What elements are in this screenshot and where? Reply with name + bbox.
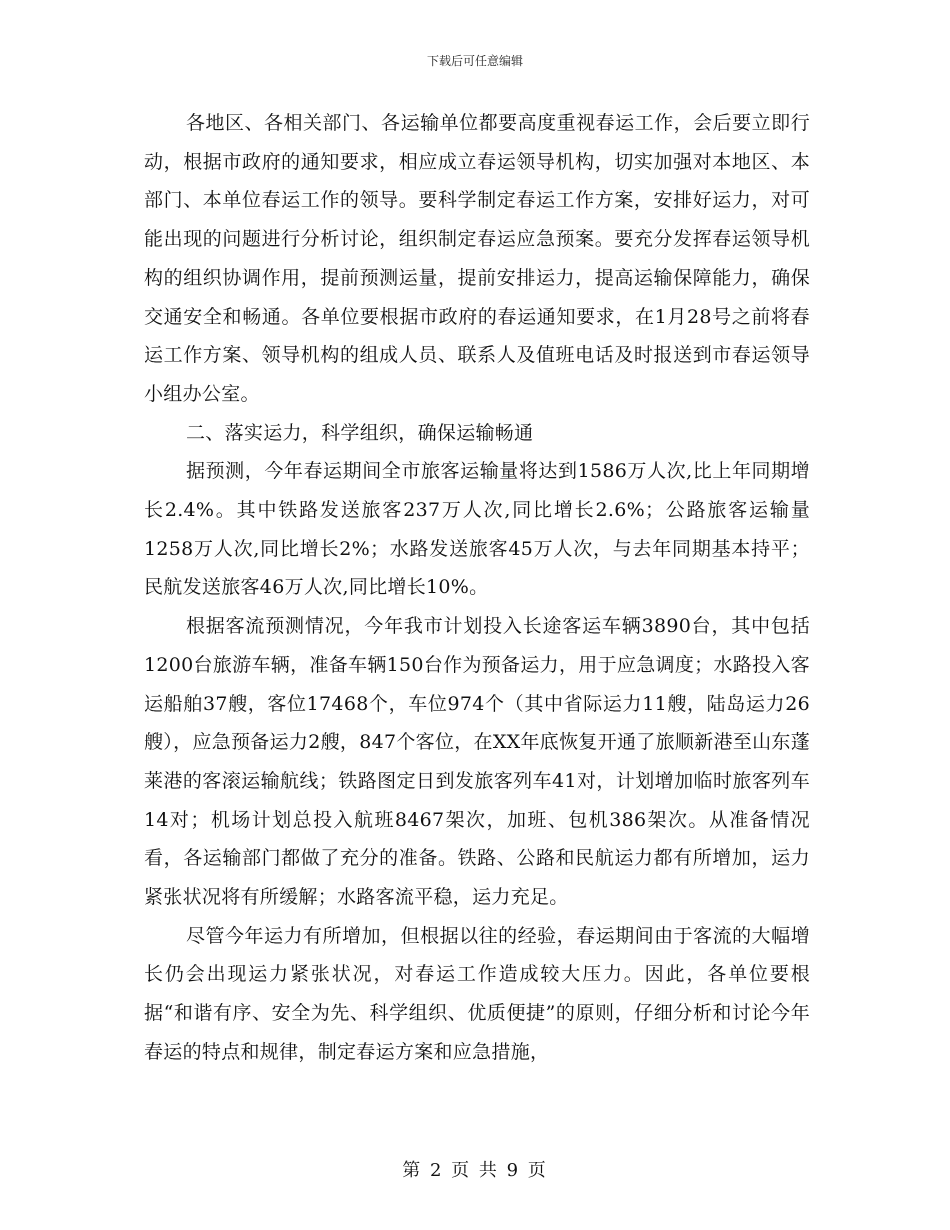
paragraph-principles: 尽管今年运力有所增加，但根据以往的经验，春运期间由于客流的大幅增长仍会出现运力紧张状况，对春运工作造成较大压力。因此，各单位要根据“和谐有序、安全为先、科学组织、优质便捷”的原则，仔细分析和讨论今年春运的特点和规律，制定春运方案和应急措施，: [144, 924, 810, 1063]
page-number-footer: 第 2 页 共 9 页: [402, 1160, 548, 1181]
paragraph-forecast: 据预测，今年春运期间全市旅客运输量将达到1586万人次,比上年同期增长2.4%。其中铁路发送旅客237万人次,同比增长2.6%；公路旅客运输量1258万人次,同比增长2%；水路发送旅客45万人次，与去年同期基本持平；民航发送旅客46万人次,同比增长10%。: [144, 460, 810, 599]
document-body: [144, 104, 810, 1072]
paragraph-leadership: 各地区、各相关部门、各运输单位都要高度重视春运工作，会后要立即行动，根据市政府的通知要求，相应成立春运领导机构，切实加强对本地区、本部门、本单位春运工作的领导。要科学制定春运工作方案，安排好运力，对可能出现的问题进行分析讨论，组织制定春运应急预案。要充分发挥春运领导机构的组织协调作用，提前预测运量，提前安排运力，提高运输保障能力，确保交通安全和畅通。各单位要根据市政府的春运通知要求，在1月28号之前将春运工作方案、领导机构的组成人员、联系人及值班电话及时报送到市春运领导小组办公室。: [144, 112, 810, 405]
section-heading-2: 二、落实运力，科学组织，确保运输畅通: [186, 421, 534, 444]
paragraph-capacity: 根据客流预测情况，今年我市计划投入长途客运车辆3890台，其中包括1200台旅游车辆，准备车辆150台作为预备运力，用于应急调度；水路投入客运船舶37艘，客位17468个，车位974个（其中省际运力11艘，陆岛运力26艘），应急预备运力2艘，847个客位，在XX年底恢复开通了旅顺新港至山东蓬莱港的客滚运输航线；铁路图定日到发旅客列车41对，计划增加临时旅客列车14对；机场计划总投入航班8467架次，加班、包机386架次。从准备情况看，各运输部门都做了充分的准备。铁路、公路和民航运力都有所增加，运力紧张状况将有所缓解；水路客流平稳，运力充足。: [144, 615, 811, 909]
header-note: 下载后可任意编辑: [426, 54, 523, 68]
